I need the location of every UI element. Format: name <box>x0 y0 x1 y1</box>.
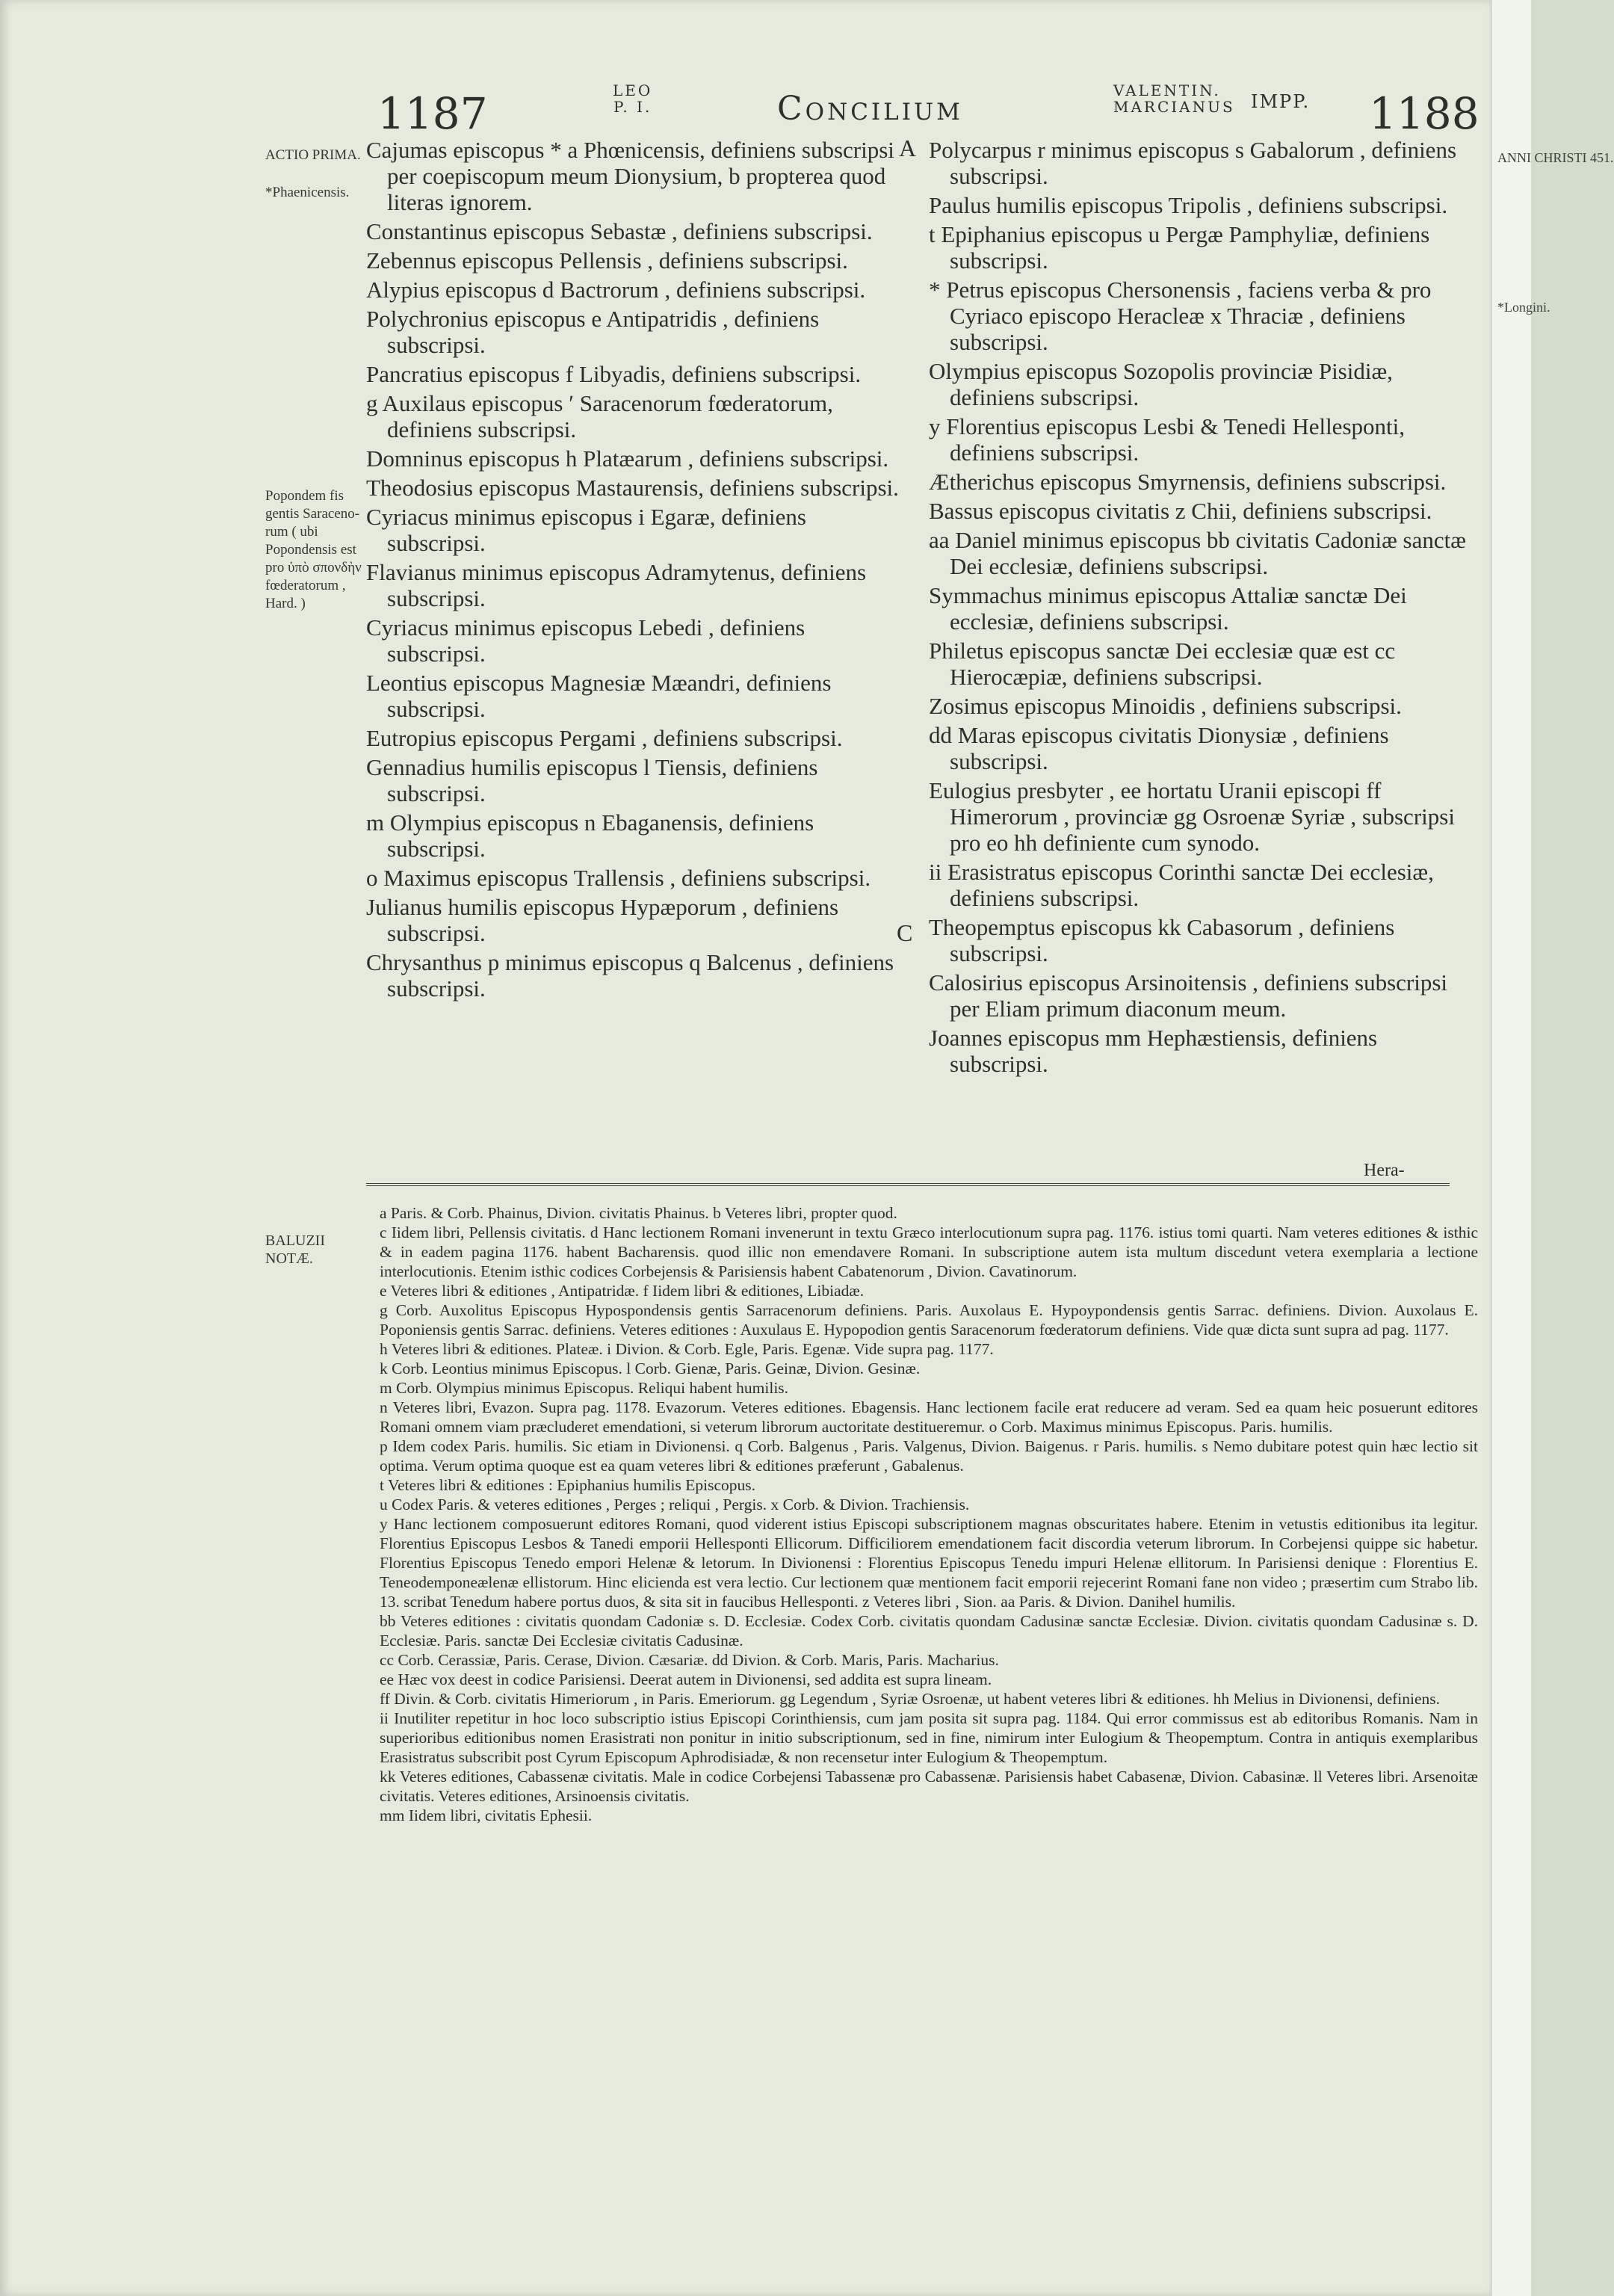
subscription-line: ii Erasistratus episcopus Corinthi sanctæ Dei ecclesiæ, definiens subscripsi. <box>929 859 1434 911</box>
subscription-line: Ætherichus episcopus Smyrnensis, definiens subscripsi. <box>929 469 1447 495</box>
subscription-line: Joannes episcopus mm Hephæstiensis, definiens subscripsi. <box>929 1025 1378 1077</box>
footnote: k Corb. Leontius minimus Episcopus. l Corb. Gienæ, Paris. Geinæ, Divion. Gesinæ. <box>380 1360 921 1377</box>
page-number-left: 1187 <box>377 88 488 139</box>
subscription-line: Domninus episcopus h Platæarum , definiens subscripsi. <box>366 445 889 472</box>
footnotes <box>380 1203 1478 1825</box>
subscription-line: Pancratius episcopus f Libyadis, definiens subscripsi. <box>366 361 862 387</box>
footnote: e Veteres libri & editiones , Antipatridæ. f Iidem libri & editiones, Libiadæ. <box>380 1282 865 1300</box>
header-emperor-2: MARCIANUS <box>1113 98 1235 116</box>
subscription-line: Constantinus episcopus Sebastæ , definiens subscripsi. <box>366 218 873 244</box>
footnote: kk Veteres editiones, Cabassenæ civitatis. Male in codice Corbejensi Tabassenæ pro Cabassenæ. Parisiensis habet Cabasenæ, Divion. Cabasinæ. ll Veteres libri. Arsenoitæ civitatis. Veteres editiones, Arsinoensis civitatis. <box>380 1768 1478 1805</box>
footnote: h Veteres libri & editiones. Plateæ. i Divion. & Corb. Egle, Paris. Egenæ. Vide supra pag. 1177. <box>380 1340 994 1358</box>
subscription-line: Cyriacus minimus episcopus Lebedi , definiens subscripsi. <box>366 614 806 667</box>
subscription-line: Paulus humilis episcopus Tripolis , definiens subscripsi. <box>929 192 1448 218</box>
header-emperors <box>1113 82 1235 115</box>
subscription-line: Theopemptus episcopus kk Cabasorum , definiens subscripsi. <box>929 914 1395 966</box>
margin-popondem-note: Popondem fis gentis Saraceno- rum ( ubi Popondensis est pro ὑπὸ σπονδὴν fœderatorum , Hard. ) <box>265 488 362 611</box>
subscription-line: aa Daniel minimus episcopus bb civitatis Cadoniæ sanctæ Dei ecclesiæ, definiens subscripsi. <box>929 527 1466 579</box>
next-page-edge <box>1491 0 1614 2296</box>
subscription-line: Theodosius episcopus Mastaurensis, definiens subscripsi. <box>366 475 899 501</box>
subscription-line: Calosirius episcopus Arsinoitensis , definiens subscripsi per Eliam primum diaconum meum. <box>929 969 1448 1022</box>
footnote: c Iidem libri, Pellensis civitatis. d Hanc lectionem Romani invenerunt in textu Græco interlocutionum supra pag. 1176. istius tomi quarti. Nam veteres editiones & isthic & in eadem pagina 1176. habent Bacharensis. quod illic non emendavere Romani. In subscriptione autem ista multum discedunt vetera exemplaria a lectione interlocutionis. Etenim isthic codices Corbejensis & Parisiensis habent Cabatenorum , Divion. Cavatinorum. <box>380 1223 1478 1280</box>
footnote: g Corb. Auxolitus Episcopus Hypospondensis gentis Sarracenorum definiens. Paris. Auxolaus E. Hypoypondensis gentis Sarrac. definiens. Divion. Auxolaus E. Poponiensis gentis Sarrac. definiens. Veteres editiones : Auxulaus E. Hypopodion gentis Saracenorum fœderatorum definiens. Vide quæ dicta sunt supra ad pag. 1177. <box>380 1301 1478 1339</box>
subscription-line: Eulogius presbyter , ee hortatu Uranii episcopi ff Himerorum , provinciæ gg Osroenæ Syriæ , subscripsi pro eo hh definiente cum synodo. <box>929 777 1455 856</box>
page-number-right: 1188 <box>1369 88 1480 139</box>
subscription-line: o Maximus episcopus Trallensis , definiens subscripsi. <box>366 865 871 891</box>
subscription-line: Zebennus episcopus Pellensis , definiens subscripsi. <box>366 247 848 274</box>
subscription-line: Julianus humilis episcopus Hypæporum , definiens subscripsi. <box>366 894 839 946</box>
subscription-line: Polychronius episcopus e Antipatridis , definiens subscripsi. <box>366 306 820 358</box>
subscription-line: Polycarpus r minimus episcopus s Gabalorum , definiens subscripsi. <box>929 137 1457 189</box>
margin-baluzii-notae: BALUZII NOTÆ. <box>265 1232 325 1267</box>
footnote: ii Inutiliter repetitur in hoc loco subscriptio istius Episcopi Corinthiensis, cum jam posita sit supra pag. 1184. Qui error commissus est ab editoribus Romanis. Nam in superioribus editionibus nomen Erasistrati non ponitur in initio subscriptionum, sed in fine, nimirum inter Eulogium & Theopemptum. Contra in antiquis exemplaribus Erasistratus subscribit post Cyrum Episcopum Aphrodisiadæ, & non recensetur inter Eulogium & Theopemptum. <box>380 1709 1478 1766</box>
header-emperor-1: VALENTIN. <box>1113 81 1221 99</box>
footnote: mm Iidem libri, civitatis Ephesii. <box>380 1806 593 1824</box>
subscription-line: m Olympius episcopus n Ebaganensis, definiens subscripsi. <box>366 809 814 862</box>
subscription-line: Olympius episcopus Sozopolis provinciæ Pisidiæ, definiens subscripsi. <box>929 358 1393 410</box>
notes-divider <box>366 1183 1450 1186</box>
header-pope <box>613 82 652 115</box>
subscription-line: Eutropius episcopus Pergami , definiens subscripsi. <box>366 725 843 751</box>
subscription-line: Bassus episcopus civitatis z Chii, definiens subscripsi. <box>929 498 1432 524</box>
subscription-line: g Auxilaus episcopus ʹ Saracenorum fœderatorum, definiens subscripsi. <box>366 390 833 442</box>
header-pope-number: P. I. <box>613 98 652 116</box>
subscription-line: Flavianus minimus episcopus Adramytenus, definiens subscripsi. <box>366 559 867 611</box>
footnote: bb Veteres editiones : civitatis quondam Cadoniæ s. D. Ecclesiæ. Codex Corb. civitatis quondam Cadusinæ sanctæ Ecclesiæ. Divion. civitatis quondam Cadusinæ s. D. Ecclesiæ. Paris. sanctæ Dei Ecclesiæ civitatis Cadusinæ. <box>380 1612 1478 1650</box>
header-pope-name: LEO <box>613 81 653 99</box>
subscription-line: Leontius episcopus Magnesiæ Mæandri, definiens subscripsi. <box>366 670 832 722</box>
subscription-line: Chrysanthus p minimus episcopus q Balcenus , definiens subscripsi. <box>366 949 894 1002</box>
subscription-line: Philetus episcopus sanctæ Dei ecclesiæ quæ est cc Hierocæpiæ, definiens subscripsi. <box>929 638 1396 690</box>
text-column-left <box>366 137 904 1004</box>
header-title: Concilium <box>777 90 963 128</box>
section-letter-c: C <box>897 919 913 946</box>
section-letter-a: A <box>899 135 917 161</box>
footnote: y Hanc lectionem composuerunt editores Romani, quod viderent istius Episcopi subscriptionem magnas obscuritates habere. Etenim in vetustis editionibus ita legitur. Florentius Episcopus Lesbos & Tanedi emporii Hellesponti Ellicorum. Difficiliorem emendationem facit discordia veterum librorum. In Corbejensi quippe sic habetur. Florentius Episcopus Tenedo empori Helenæ & letorum. In Divionensi : Florentius Episcopus Tenedu impuri Helenæ ellitorum. In Parisiensi denique : Florentius E. Teneodemponeælenæ ellistorum. Hinc elicienda est vera lectio. Cur lectionem quæ mentionem facit emporii rejecerint Romani fane non video ; præsertim cum Strabo lib. 13. scribat Tenedum habere portus duos, & sita sit in faucibus Hellesponti. z Veteres libri , Sion. aa Paris. & Divion. Danihel humilis. <box>380 1515 1478 1611</box>
subscription-line: Zosimus episcopus Minoidis , definiens subscripsi. <box>929 693 1402 719</box>
footnote: t Veteres libri & editiones : Epiphanius humilis Episcopus. <box>380 1476 756 1494</box>
subscription-line: Cyriacus minimus episcopus i Egaræ, definiens subscripsi. <box>366 504 806 556</box>
footnote: u Codex Paris. & veteres editiones , Perges ; reliqui , Pergis. x Corb. & Divion. Trachiensis. <box>380 1496 970 1513</box>
subscription-line: Cajumas episcopus * a Phœnicensis, definiens subscripsi per coepiscopum meum Dionysium, b propterea quod literas ignorem. <box>366 137 894 215</box>
subscription-line: * Petrus episcopus Chersonensis , faciens verba & pro Cyriaco episcopo Heracleæ x Thraciæ , definiens subscripsi. <box>929 277 1432 355</box>
footnote: ff Divin. & Corb. civitatis Himeriorum , in Paris. Emeriorum. gg Legendum , Syriæ Osroenæ, ut habent veteres libri & editiones. hh Melius in Divionensi, definiens. <box>380 1690 1440 1708</box>
footnote: n Veteres libri, Evazon. Supra pag. 1178. Evazorum. Veteres editiones. Ebagensis. Hanc lectionem facile erat reducere ad veram. Sed ea quam heic posuerunt editores Romani omnem viam præcluderet emendationi, si veterum librorum auctoritate destitueremur. o Corb. Maximus minimus Episcopus. Paris. humilis. <box>380 1398 1478 1436</box>
subscription-line: t Epiphanius episcopus u Pergæ Pamphyliæ, definiens subscripsi. <box>929 221 1430 274</box>
footnote: p Idem codex Paris. humilis. Sic etiam in Divionensi. q Corb. Balgenus , Paris. Valgenus, Divion. Baigenus. r Paris. humilis. s Nemo dubitare potest quin hæc lectio sit optima. Verum optima quoque est ea quam veteres libri & editiones præferunt , Gabalenus. <box>380 1437 1478 1475</box>
footnote: m Corb. Olympius minimus Episcopus. Reliqui habent humilis. <box>380 1379 789 1397</box>
subscription-line: Gennadius humilis episcopus l Tiensis, definiens subscripsi. <box>366 754 818 806</box>
margin-actio-prima: ACTIO PRIMA. <box>265 147 361 163</box>
subscription-line: Symmachus minimus episcopus Attaliæ sanctæ Dei ecclesiæ, definiens subscripsi. <box>929 582 1407 635</box>
edge-longini: *Longini. <box>1497 300 1550 315</box>
text-column-right <box>929 137 1467 1080</box>
header-impp: IMPP. <box>1251 91 1311 112</box>
margin-phaenicensis: *Phaenicensis. <box>265 185 350 200</box>
running-header <box>0 75 1491 139</box>
catchword: Hera- <box>1364 1161 1405 1180</box>
edge-anni: ANNI CHRISTI 451. <box>1497 150 1614 165</box>
subscription-line: dd Maras episcopus civitatis Dionysiæ , definiens subscripsi. <box>929 722 1389 774</box>
subscription-line: y Florentius episcopus Lesbi & Tenedi Hellesponti, definiens subscripsi. <box>929 413 1405 466</box>
subscription-line: Alypius episcopus d Bactrorum , definiens subscripsi. <box>366 277 866 303</box>
footnote: a Paris. & Corb. Phainus, Divion. civitatis Phainus. b Veteres libri, propter quod. <box>380 1204 897 1222</box>
footnote: cc Corb. Cerassiæ, Paris. Cerase, Divion. Cæsariæ. dd Divion. & Corb. Maris, Paris. Macharius. <box>380 1651 999 1669</box>
footnote: ee Hæc vox deest in codice Parisiensi. Deerat autem in Divionensi, sed addita est supra lineam. <box>380 1670 992 1688</box>
